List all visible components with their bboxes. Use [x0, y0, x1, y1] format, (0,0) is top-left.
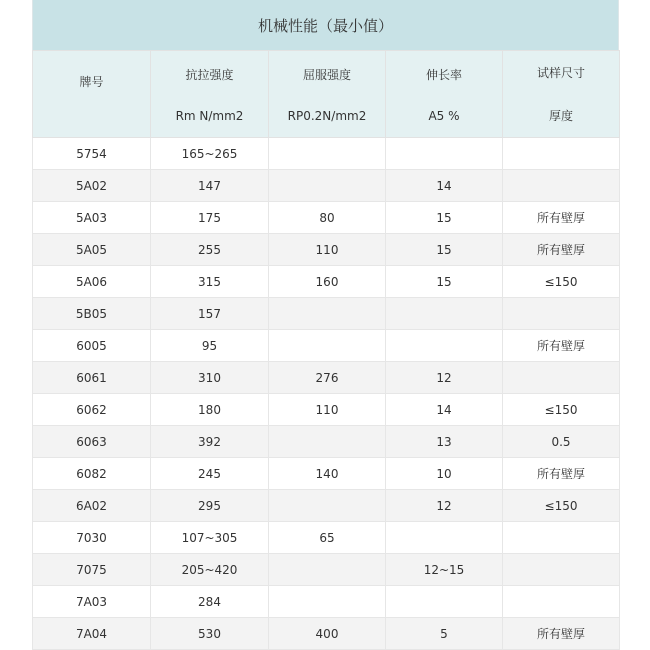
cell-tensile-strength: 157: [151, 298, 269, 330]
cell-specimen-size: [503, 554, 620, 586]
cell-specimen-size: 所有壁厚: [503, 202, 620, 234]
cell-tensile-strength: 147: [151, 170, 269, 202]
cell-yield-strength: 276: [269, 362, 386, 394]
cell-specimen-size: [503, 170, 620, 202]
mechanical-properties-sheet: [32, 0, 619, 650]
cell-grade: 7A04: [33, 618, 151, 650]
cell-grade: 6082: [33, 458, 151, 490]
cell-grade: 6A02: [33, 490, 151, 522]
header-elongation: 伸长率 A5 %: [386, 51, 503, 138]
cell-specimen-size: [503, 298, 620, 330]
cell-elongation: [386, 586, 503, 618]
cell-elongation: 12: [386, 362, 503, 394]
cell-tensile-strength: 107~305: [151, 522, 269, 554]
cell-specimen-size: ≤150: [503, 266, 620, 298]
table-row: [33, 554, 620, 586]
cell-grade: 6063: [33, 426, 151, 458]
cell-yield-strength: [269, 298, 386, 330]
cell-specimen-size: 0.5: [503, 426, 620, 458]
cell-yield-strength: [269, 426, 386, 458]
cell-yield-strength: [269, 138, 386, 170]
table-row: [33, 586, 620, 618]
table-row: [33, 394, 620, 426]
cell-grade: 5754: [33, 138, 151, 170]
cell-specimen-size: [503, 522, 620, 554]
cell-grade: 5A03: [33, 202, 151, 234]
cell-specimen-size: 所有壁厚: [503, 234, 620, 266]
properties-table: [32, 50, 620, 650]
cell-tensile-strength: 175: [151, 202, 269, 234]
cell-yield-strength: [269, 490, 386, 522]
table-title: 机械性能（最小值）: [32, 0, 619, 50]
cell-yield-strength: 400: [269, 618, 386, 650]
header-specimen-size: 试样尺寸 厚度: [503, 51, 620, 138]
cell-specimen-size: ≤150: [503, 490, 620, 522]
cell-yield-strength: 110: [269, 394, 386, 426]
cell-tensile-strength: 95: [151, 330, 269, 362]
cell-yield-strength: [269, 170, 386, 202]
cell-specimen-size: 所有壁厚: [503, 458, 620, 490]
cell-yield-strength: 110: [269, 234, 386, 266]
table-row: [33, 490, 620, 522]
table-row: [33, 362, 620, 394]
cell-tensile-strength: 245: [151, 458, 269, 490]
cell-grade: 7075: [33, 554, 151, 586]
cell-yield-strength: 140: [269, 458, 386, 490]
cell-tensile-strength: 310: [151, 362, 269, 394]
cell-elongation: 15: [386, 202, 503, 234]
cell-elongation: 10: [386, 458, 503, 490]
table-body: [33, 138, 620, 650]
cell-grade: 6061: [33, 362, 151, 394]
cell-elongation: 13: [386, 426, 503, 458]
cell-yield-strength: [269, 586, 386, 618]
cell-specimen-size: [503, 362, 620, 394]
table-row: [33, 618, 620, 650]
cell-tensile-strength: 530: [151, 618, 269, 650]
table-row: [33, 234, 620, 266]
cell-elongation: [386, 330, 503, 362]
table-row: [33, 458, 620, 490]
table-row: [33, 330, 620, 362]
cell-elongation: 14: [386, 394, 503, 426]
header-tensile-strength: 抗拉强度 Rm N/mm2: [151, 51, 269, 138]
cell-elongation: 12~15: [386, 554, 503, 586]
cell-specimen-size: 所有壁厚: [503, 618, 620, 650]
cell-grade: 6005: [33, 330, 151, 362]
cell-grade: 5A02: [33, 170, 151, 202]
cell-elongation: [386, 138, 503, 170]
cell-specimen-size: [503, 586, 620, 618]
cell-specimen-size: [503, 138, 620, 170]
cell-tensile-strength: 180: [151, 394, 269, 426]
cell-tensile-strength: 284: [151, 586, 269, 618]
cell-specimen-size: ≤150: [503, 394, 620, 426]
table-row: [33, 522, 620, 554]
cell-grade: 5B05: [33, 298, 151, 330]
header-row: [33, 51, 620, 138]
cell-elongation: [386, 298, 503, 330]
cell-tensile-strength: 392: [151, 426, 269, 458]
cell-elongation: [386, 522, 503, 554]
cell-elongation: 12: [386, 490, 503, 522]
cell-grade: 5A06: [33, 266, 151, 298]
cell-yield-strength: [269, 330, 386, 362]
cell-yield-strength: 80: [269, 202, 386, 234]
cell-elongation: 14: [386, 170, 503, 202]
cell-tensile-strength: 205~420: [151, 554, 269, 586]
cell-elongation: 15: [386, 266, 503, 298]
cell-grade: 7030: [33, 522, 151, 554]
cell-grade: 7A03: [33, 586, 151, 618]
cell-tensile-strength: 165~265: [151, 138, 269, 170]
cell-yield-strength: 65: [269, 522, 386, 554]
header-grade: 牌号: [33, 51, 151, 138]
cell-tensile-strength: 255: [151, 234, 269, 266]
cell-yield-strength: [269, 554, 386, 586]
table-row: [33, 202, 620, 234]
cell-elongation: 15: [386, 234, 503, 266]
cell-yield-strength: 160: [269, 266, 386, 298]
table-row: [33, 138, 620, 170]
cell-tensile-strength: 295: [151, 490, 269, 522]
table-row: [33, 426, 620, 458]
table-row: [33, 298, 620, 330]
cell-grade: 6062: [33, 394, 151, 426]
cell-tensile-strength: 315: [151, 266, 269, 298]
header-yield-strength: 屈服强度 RP0.2N/mm2: [269, 51, 386, 138]
table-row: [33, 266, 620, 298]
cell-grade: 5A05: [33, 234, 151, 266]
table-row: [33, 170, 620, 202]
cell-specimen-size: 所有壁厚: [503, 330, 620, 362]
cell-elongation: 5: [386, 618, 503, 650]
